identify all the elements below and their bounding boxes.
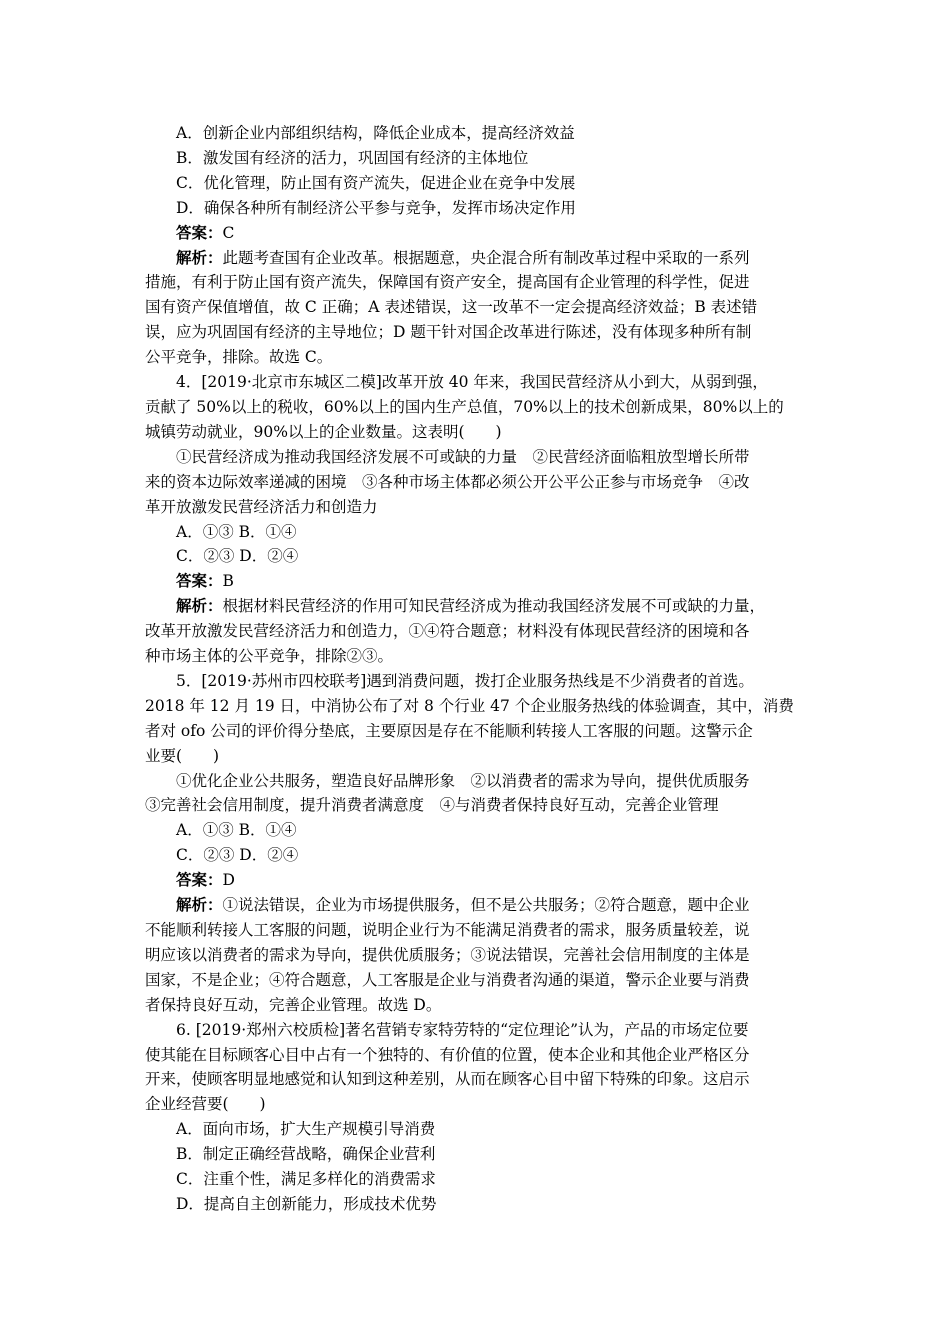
q5-answer <box>145 868 807 893</box>
q5-statement-line-2: ③完善社会信用制度，提升消费者满意度 ④与消费者保持良好互动，完善企业管理 <box>145 796 719 815</box>
q4-analysis-label: 解析： <box>176 596 223 616</box>
q5-analysis-line-1 <box>145 893 807 918</box>
q4-analysis-text: 根据材料民营经济的作用可知民营经济成为推动我国经济发展不可或缺的力量， <box>222 597 766 616</box>
q4-answer-value: B <box>222 572 234 591</box>
q6-option-b: B．制定正确经营战略，确保企业营利 <box>176 1145 436 1164</box>
q5-analysis-line-3: 明应该以消费者的需求为导向，提供优质服务；③说法错误，完善社会信用制度的主体是 <box>145 945 750 964</box>
q5-answer-label: 答案： <box>176 870 223 890</box>
q3-analysis-line-4: 误，应为巩固国有经济的主导地位；D 题干针对国企改革进行陈述，没有体现多种所有制 <box>145 323 752 342</box>
q4-statement-line-2: 来的资本边际效率递减的困境 ③各种市场主体都必须公开公平公正参与市场竞争 ④改 <box>145 472 750 491</box>
q5-stem-line-2: 2018 年 12 月 19 日，中消协公布了对 8 个行业 47 个企业服务热线的体验调查，其中，消费 <box>145 696 794 715</box>
q4-stem-line-3: 城镇劳动就业，90%以上的企业数量。这表明( ) <box>145 422 502 441</box>
q3-option-d: D．确保各种所有制经济公平参与竞争，发挥市场决定作用 <box>176 198 576 217</box>
q3-analysis-text: 此题考查国有企业改革。根据题意，央企混合所有制改革过程中采取的一系列 <box>222 248 750 267</box>
q6-option-d: D．提高自主创新能力，形成技术优势 <box>176 1194 437 1213</box>
q5-stem-line-1: 5．[2019·苏州市四校联考]遇到消费问题，拨打企业服务热线是不少消费者的首选。 <box>176 671 754 690</box>
q6-option-a: A．面向市场，扩大生产规模引导消费 <box>176 1120 436 1139</box>
q6-stem-line-3: 开来，使顾客明显地感觉和认知到这种差别，从而在顾客心目中留下特殊的印象。这启示 <box>145 1070 750 1089</box>
q4-options-ab: A．①③ B．①④ <box>176 522 297 541</box>
q3-analysis-line-3: 国有资产保值增值，故 C 正确；A 表述错误，这一改革不一定会提高经济效益；B 表述错 <box>145 298 758 317</box>
q5-options-cd: C．②③ D．②④ <box>176 846 299 865</box>
q3-analysis-line-1 <box>145 246 807 271</box>
q4-statement-line-1: ①民营经济成为推动我国经济发展不可或缺的力量 ②民营经济面临粗放型增长所带 <box>176 447 750 466</box>
q3-option-a: A．创新企业内部组织结构，降低企业成本，提高经济效益 <box>176 124 575 142</box>
q6-stem-line-4: 企业经营要( ) <box>145 1095 266 1114</box>
q5-stem-line-3: 者对 ofo 公司的评价得分垫底，主要原因是存在不能顺利转接人工客服的问题。这警示企 <box>145 721 753 740</box>
q6-option-c: C．注重个性，满足多样化的消费需求 <box>176 1170 436 1189</box>
q4-analysis-line-2: 改革开放激发民营经济活力和创造力，①④符合题意；材料没有体现民营经济的困境和各 <box>145 622 750 641</box>
document-page <box>145 121 807 1217</box>
q5-answer-value: D <box>222 871 235 890</box>
q3-answer-value: C <box>222 223 235 242</box>
q5-analysis-line-5: 者保持良好互动，完善企业管理。故选 D。 <box>145 995 442 1014</box>
q4-analysis-line-1 <box>145 594 807 619</box>
q4-analysis-line-3: 种市场主体的公平竞争，排除②③。 <box>145 647 394 666</box>
q5-statement-line-1: ①优化企业公共服务，塑造良好品牌形象 ②以消费者的需求为导向，提供优质服务 <box>176 771 750 790</box>
q3-analysis-line-2: 措施，有利于防止国有资产流失，保障国有资产安全，提高国有企业管理的科学性，促进 <box>145 273 750 292</box>
q3-analysis-line-5: 公平竞争，排除。故选 C。 <box>145 348 333 367</box>
q4-statement-line-3: 革开放激发民营经济活力和创造力 <box>145 497 378 516</box>
q5-stem-line-4: 业要( ) <box>145 746 220 765</box>
q3-answer-label: 答案： <box>176 222 223 242</box>
q5-analysis-text: ①说法错误，企业为市场提供服务，但不是公共服务；②符合题意，题中企业 <box>222 896 750 915</box>
q3-option-c: C．优化管理，防止国有资产流失，促进企业在竞争中发展 <box>176 173 576 192</box>
q3-option-b: B．激发国有经济的活力，巩固国有经济的主体地位 <box>176 148 529 167</box>
q4-stem-line-2: 贡献了 50%以上的税收，60%以上的国内生产总值，70%以上的技术创新成果，80%以上的 <box>145 397 784 416</box>
q4-stem-line-1: 4．[2019·北京市东城区二模]改革开放 40 年来，我国民营经济从小到大，从弱到强， <box>176 373 768 392</box>
q6-stem-line-2: 使其能在目标顾客心目中占有一个独特的、有价值的位置，使本企业和其他企业严格区分 <box>145 1045 750 1064</box>
q5-options-ab: A．①③ B．①④ <box>176 821 297 840</box>
q3-analysis-label: 解析： <box>176 247 223 267</box>
q4-answer <box>145 569 807 594</box>
q5-analysis-line-4: 国家，不是企业；④符合题意，人工客服是企业与消费者沟通的渠道，警示企业要与消费 <box>145 970 750 989</box>
q4-answer-label: 答案： <box>176 571 223 591</box>
q3-answer <box>145 221 807 246</box>
q5-analysis-label: 解析： <box>176 895 223 915</box>
q5-analysis-line-2: 不能顺利转接人工客服的问题，说明企业行为不能满足消费者的需求，服务质量较差，说 <box>145 921 750 939</box>
q4-options-cd: C．②③ D．②④ <box>176 547 299 566</box>
q6-stem-line-1: 6. [2019·郑州六校质检]著名营销专家特劳特的“定位理论”认为，产品的市场定位要 <box>176 1020 749 1039</box>
